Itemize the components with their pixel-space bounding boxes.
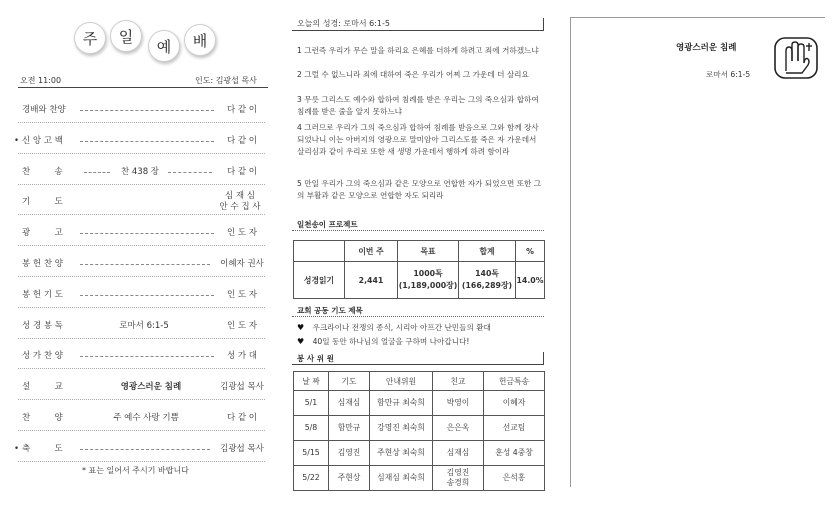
program-row (18, 220, 265, 246)
program-label: 신 앙 고 백 (22, 135, 63, 146)
program-person: 다 같 이 (226, 105, 258, 115)
prayer-divider (292, 316, 544, 317)
table-cell: 심재심 (329, 391, 370, 416)
program-detail: 로마서 6:1-5 (119, 320, 169, 331)
table-cell: 5/8 (294, 416, 329, 441)
header-divider (18, 87, 268, 88)
service-divider-tick (543, 352, 544, 364)
prayer-title: 교회 공동 기도 제목 (297, 306, 363, 315)
program-row (18, 282, 265, 308)
prayer-item-1 (297, 322, 491, 333)
program-person: 인 도 자 (226, 320, 258, 331)
sermon-title: 영광스러운 침례 (676, 43, 737, 53)
table-cell: 선교팀 (484, 416, 545, 441)
table-cell: 김영진 송경희 (433, 466, 484, 491)
title-char-4: 배 (184, 24, 216, 56)
heart-icon: ♥ (297, 337, 305, 346)
program-row (18, 97, 265, 123)
program-label: 설 교 (22, 382, 63, 393)
title-char-1: 주 (74, 22, 106, 54)
sermon-reference: 로마서 6:1-5 (706, 70, 751, 79)
program-detail: 주 예수 사랑 기쁨 (113, 413, 179, 423)
verse-1: 1 그런즉 우리가 무슨 말을 하리요 은혜를 더하게 하려고 죄에 거하겠느냐 (297, 46, 539, 55)
row-divider (18, 153, 265, 154)
project-table (293, 240, 545, 299)
row-divider (18, 338, 265, 339)
table-cell: 5/15 (294, 441, 329, 466)
table-row (294, 391, 545, 416)
program-person: 인 도 자 (226, 228, 258, 239)
project-title: 일천송이 프로젝트 (297, 220, 358, 229)
program-row (18, 374, 265, 400)
program-label: 기 도 (22, 197, 63, 208)
program-label: 성 경 봉 독 (22, 320, 63, 331)
standing-marker: • (14, 443, 20, 454)
table-cell: 김영진 (329, 441, 370, 466)
standing-marker: • (14, 135, 20, 146)
service-header-fellowship: 친교 (433, 372, 484, 391)
leader-line (80, 449, 210, 450)
program-label: 찬 송 (22, 166, 63, 177)
row-divider (18, 399, 265, 400)
leader-line (80, 295, 214, 296)
table-cell: 함만규 (329, 416, 370, 441)
table-cell: 5/22 (294, 466, 329, 491)
footnote: * 표는 일어서 주시기 바랍니다 (82, 466, 189, 475)
service-leader: 인도: 김광섭 목사 (195, 76, 257, 85)
program-row (14, 128, 265, 154)
row-divider (18, 368, 265, 369)
row-divider (18, 122, 265, 123)
row-divider (18, 184, 265, 185)
project-header-percent: % (516, 241, 545, 262)
program-person: 심 재 심 안 수 집 사 (219, 191, 261, 213)
project-total: 140독 (166,289장) (459, 262, 516, 299)
service-header-ushers: 안내위원 (370, 372, 433, 391)
table-row (294, 441, 545, 466)
service-table (293, 371, 545, 491)
title-char-3: 예 (148, 30, 180, 62)
program-row (18, 343, 265, 369)
table-cell: 심재심 최숙희 (370, 466, 433, 491)
program-detail: 찬 438 장 (120, 166, 160, 177)
program-row (18, 405, 265, 431)
scripture-divider-tick (543, 18, 544, 30)
verse-5: 5 만일 우리가 그의 죽으심과 같은 모양으로 연합한 자가 되었으면 또한 그의 부활과 같은 모양으로 연합한 자도 되리라 (297, 179, 542, 200)
praying-hands-icon (774, 37, 818, 79)
service-header-date: 날 짜 (294, 372, 329, 391)
program-person: 성 가 대 (226, 351, 258, 362)
project-header-total: 합계 (459, 241, 516, 262)
table-row (294, 466, 545, 491)
program-person: 김광섭 목사 (220, 382, 264, 393)
scripture-divider (292, 30, 544, 31)
cover-top-line (570, 17, 825, 18)
leader-line (80, 356, 214, 357)
program-person: 다 같 이 (226, 135, 258, 146)
prayer-text-2: 40일 동안 하나님의 얼굴을 구하며 나아갑니다! (312, 337, 470, 346)
program-person: 인 도 자 (226, 289, 258, 300)
project-header-this-week: 이번 주 (345, 241, 398, 262)
project-row-label: 성경읽기 (294, 262, 345, 299)
project-header-blank (294, 241, 345, 262)
row-divider (18, 307, 265, 308)
program-person: 이혜자 권사 (220, 259, 264, 269)
prayer-item-2 (297, 336, 469, 347)
service-time: 오전 11:00 (20, 76, 62, 85)
service-title: 봉 사 위 원 (297, 354, 334, 363)
program-detail: 영광스러운 침례 (120, 382, 182, 393)
project-divider (292, 230, 544, 231)
program-label: 찬 양 (22, 413, 63, 423)
program-row (14, 436, 265, 462)
project-goal: 1000독 (1,189,000장) (398, 262, 459, 299)
table-cell: 함만규 최숙희 (370, 391, 433, 416)
row-divider (18, 461, 265, 462)
table-cell: 심재심 (433, 441, 484, 466)
program-label: 축 도 (22, 443, 63, 454)
title-char-2: 일 (110, 20, 142, 52)
table-cell: 박영이 (433, 391, 484, 416)
table-cell: 은석홍 (484, 466, 545, 491)
service-header-offering-special: 헌금특송 (484, 372, 545, 391)
project-percent: 14.0% (516, 262, 545, 299)
service-divider (292, 364, 544, 365)
cover-left-line (570, 17, 571, 487)
heart-icon: ♥ (297, 323, 305, 332)
table-cell: 이혜자 (484, 391, 545, 416)
program-label: 봉 헌 찬 양 (22, 259, 63, 269)
table-cell: 은은옥 (433, 416, 484, 441)
prayer-text-1: 우크라이나 전쟁의 종식, 시리아 아프간 난민들의 환대 (312, 323, 491, 332)
program-person: 김광섭 목사 (220, 443, 264, 454)
row-divider (18, 214, 265, 215)
table-row (294, 416, 545, 441)
project-this-week: 2,441 (345, 262, 398, 299)
table-cell: 훈성 4중창 (484, 441, 545, 466)
program-row (18, 313, 265, 339)
project-header-goal: 목표 (398, 241, 459, 262)
leader-line (84, 172, 110, 173)
leader-line (80, 141, 214, 142)
leader-line (80, 264, 210, 265)
verse-4: 4 그러므로 우리가 그의 죽으심과 합하여 침례를 받음으로 그와 함께 장사되었나니 이는 아버지의 영광으로 말미암아 그리스도를 죽은 자 가운데서 살리심과 같이 우리로 또한 새 생명 가운데서 행하게 하려 함이라 (297, 123, 539, 156)
program-row (18, 251, 265, 277)
program-row (18, 159, 265, 185)
table-cell: 강명진 최숙희 (370, 416, 433, 441)
row-divider (18, 245, 265, 246)
program-person: 다 같 이 (226, 413, 258, 423)
verse-3: 3 무릇 그리스도 예수와 합하여 침례를 받은 우리는 그의 죽으심과 합하여 침례를 받은 줄을 알지 못하느냐 (297, 95, 539, 116)
leader-line (168, 172, 212, 173)
program-label: 봉 헌 기 도 (22, 289, 63, 300)
program-label: 광 고 (22, 228, 63, 239)
row-divider (18, 430, 265, 431)
program-row (18, 189, 265, 215)
table-cell: 5/1 (294, 391, 329, 416)
leader-line (80, 110, 214, 111)
table-cell: 주현상 최숙희 (370, 441, 433, 466)
leader-line (80, 233, 214, 234)
program-label: 성 가 찬 양 (22, 351, 63, 362)
program-person: 다 같 이 (226, 166, 258, 177)
service-header-prayer: 기도 (329, 372, 370, 391)
table-cell: 주현상 (329, 466, 370, 491)
scripture-title: 오늘의 성경: 로마서 6:1-5 (297, 19, 390, 28)
program-label: 경배와 찬양 (22, 105, 66, 115)
row-divider (18, 276, 265, 277)
verse-2: 2 그럴 수 없느니라 죄에 대하여 죽은 우리가 어찌 그 가운데 더 살리요 (297, 70, 529, 79)
